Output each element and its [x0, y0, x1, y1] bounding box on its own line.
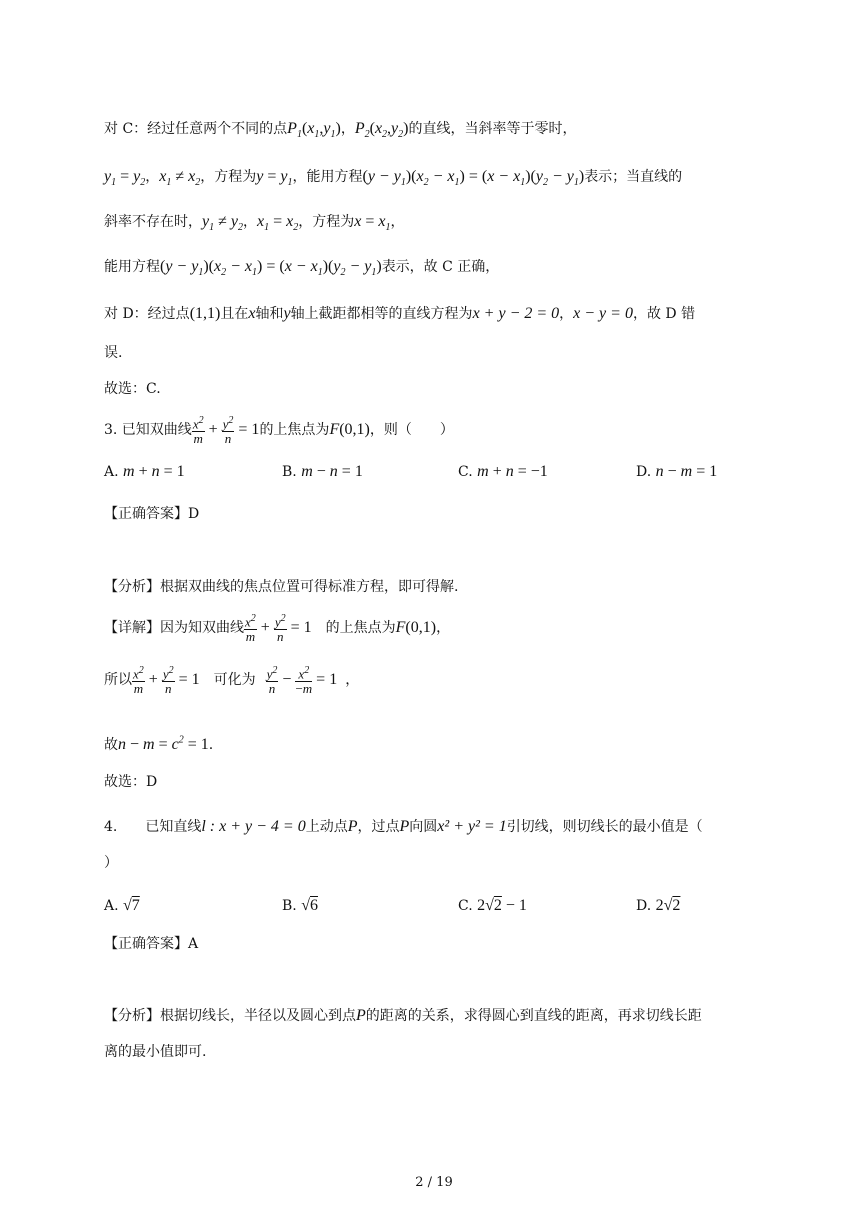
text-line-7: 故选：C. [104, 381, 161, 397]
math-eq: $y_1 = y_2$ [104, 168, 146, 189]
text: 4. 已知直线 [104, 819, 202, 835]
math: = 1 [286, 619, 312, 637]
frac: $\frac{x^2}{-m}$ [295, 665, 313, 697]
analysis-3: 【分析】根据双曲线的焦点位置可得标准方程，即可得解. [104, 579, 459, 595]
text: ，方程为 [298, 214, 355, 230]
option-d [636, 897, 680, 915]
text: 表示；当直线的 [584, 169, 683, 185]
option-c [458, 897, 527, 915]
text-line-6: 误. [104, 345, 123, 361]
question-4-cont: ） [104, 855, 118, 871]
math-eq: x − y = 0 [573, 305, 633, 322]
option-label: D. [636, 898, 652, 914]
math-neq: $y_1 \ne y_2$ [202, 213, 243, 234]
text: ， [390, 214, 405, 230]
text: 向圆 [409, 819, 438, 835]
text: ， [559, 306, 574, 322]
text: ， [243, 214, 257, 230]
text: ，故 D 错 [632, 306, 696, 322]
math-p1: $P_1(x_1,y_1)$ [287, 120, 341, 141]
text: 对 D：经过点 [104, 306, 190, 322]
text-line-1 [104, 118, 576, 140]
option-d [636, 463, 717, 481]
option-label: B. [282, 898, 297, 914]
option-label: A. [104, 464, 119, 480]
text: 【详解】因为知双曲线 [104, 620, 244, 637]
frac: $\frac{x^2}{m}$ [245, 613, 256, 645]
text: 所以 [104, 672, 132, 689]
frac: $\frac{y^2}{n}$ [266, 665, 278, 697]
math-eq-long: $(y - y_1)(x_2 - x_1) = (x - x_1)(y_2 - y_1)$ [160, 258, 382, 279]
text: 的距离的关系，求得圆心到直线的距离，再求切线长距 [365, 1008, 702, 1024]
math-eq: $x_1 = x_2$ [257, 213, 299, 234]
math: = 1 [234, 421, 260, 439]
math: m + n = 1 [123, 463, 185, 480]
option-label: C. [458, 464, 473, 480]
math-eq-long: $(y - y_1)(x_2 - x_1) = (x - x_1)(y_2 - y_1)$ [362, 168, 585, 189]
text: ，则（ ） [369, 422, 454, 439]
math-circle: x² + y² = 1 [437, 818, 507, 835]
math: − [278, 671, 296, 689]
frac: $\frac{x^2}{m}$ [133, 665, 144, 697]
text: 3. 已知双曲线 [104, 422, 192, 439]
math: $n - m = c^2 = 1$ [118, 734, 209, 753]
math-p: P [399, 818, 410, 835]
math-focus: F(0,1) [395, 619, 437, 637]
option-a [104, 463, 185, 481]
math: = 1 [174, 671, 200, 689]
detail-3-line-3 [104, 734, 213, 754]
text: 的直线，当斜率等于零时， [408, 121, 577, 137]
text: ， [340, 121, 355, 137]
math: = 1 [312, 671, 338, 689]
text-line-5 [104, 303, 695, 323]
math-eq: $x = x_1$ [354, 213, 391, 234]
text: . [208, 737, 214, 753]
text: 表示，故 C 正确， [381, 259, 500, 275]
option-label: A. [104, 898, 119, 914]
math-y: y [283, 305, 291, 322]
option-b [282, 463, 363, 481]
answer-3: 【正确答案】D [104, 506, 200, 522]
frac: $\frac{y^2}{n}$ [274, 613, 286, 645]
frac: $\frac{y^2}{n}$ [162, 665, 174, 697]
analysis-4-line-1 [104, 1005, 702, 1025]
math-p: P [347, 818, 358, 835]
text-line-2 [104, 166, 682, 188]
math: n − m = 1 [655, 463, 718, 480]
math-neq: $x_1 \ne x_2$ [159, 168, 201, 189]
math: + [204, 421, 222, 439]
text: ，能用方程 [292, 169, 363, 185]
text: 的上焦点为 [259, 422, 330, 439]
math-x: x [248, 305, 256, 322]
text: 轴和 [255, 306, 284, 322]
text: 斜率不存在时， [104, 214, 202, 230]
math: m − n = 1 [301, 463, 363, 480]
text: ，方程为 [200, 169, 257, 185]
frac: $\frac{x^2}{m}$ [192, 415, 204, 447]
text: 轴上截距都相等的直线方程为 [290, 306, 473, 322]
math: 2√2 − 1 [477, 897, 527, 914]
text: 可化为 [213, 672, 256, 689]
option-label: C. [458, 898, 473, 914]
select-3: 故选：D [104, 774, 158, 790]
math-p2: $P_2(x_2,y_2)$ [354, 120, 409, 141]
math-focus: F(0,1) [329, 421, 370, 439]
option-b [282, 897, 318, 915]
text: 的上焦点为 [325, 620, 396, 637]
math-point: (1,1) [189, 305, 221, 322]
text: ， [345, 672, 360, 689]
text: ， [436, 620, 451, 637]
math: √7 [123, 897, 140, 914]
option-a [104, 897, 140, 915]
text-line-3 [104, 211, 405, 233]
frac: $\frac{y^2}{n}$ [222, 415, 234, 447]
text: 引切线，则切线长的最小值是（ [506, 819, 703, 835]
math: + [256, 619, 274, 637]
text-line-4 [104, 256, 499, 278]
math: + [144, 671, 162, 689]
text: ， [145, 169, 160, 185]
analysis-4-line-2: 离的最小值即可. [104, 1044, 207, 1060]
math: 2√2 [655, 897, 681, 914]
math: √6 [301, 897, 318, 914]
text: 上动点 [305, 819, 348, 835]
math-eq: $y = y_1$ [256, 168, 293, 189]
text: 对 C：经过任意两个不同的点 [104, 121, 288, 137]
text: ，过点 [357, 819, 400, 835]
text: 【分析】根据切线长，半径以及圆心到点 [104, 1008, 356, 1024]
option-label: B. [282, 464, 297, 480]
text: 且在 [220, 306, 249, 322]
option-c [458, 463, 548, 481]
question-3 [104, 414, 454, 446]
math-eq: x + y − 2 = 0 [472, 305, 560, 322]
text: 能用方程 [104, 259, 160, 275]
math-p: P [356, 1007, 366, 1024]
detail-3-line-2 [104, 664, 359, 696]
page-number: 2 / 19 [415, 1175, 453, 1190]
detail-3-line-1 [104, 612, 450, 644]
question-4 [104, 816, 703, 836]
answer-4: 【正确答案】A [104, 936, 199, 952]
text: 故 [104, 737, 118, 753]
math-line: l : x + y − 4 = 0 [201, 818, 306, 835]
math: m + n = −1 [477, 463, 548, 480]
option-label: D. [636, 464, 652, 480]
